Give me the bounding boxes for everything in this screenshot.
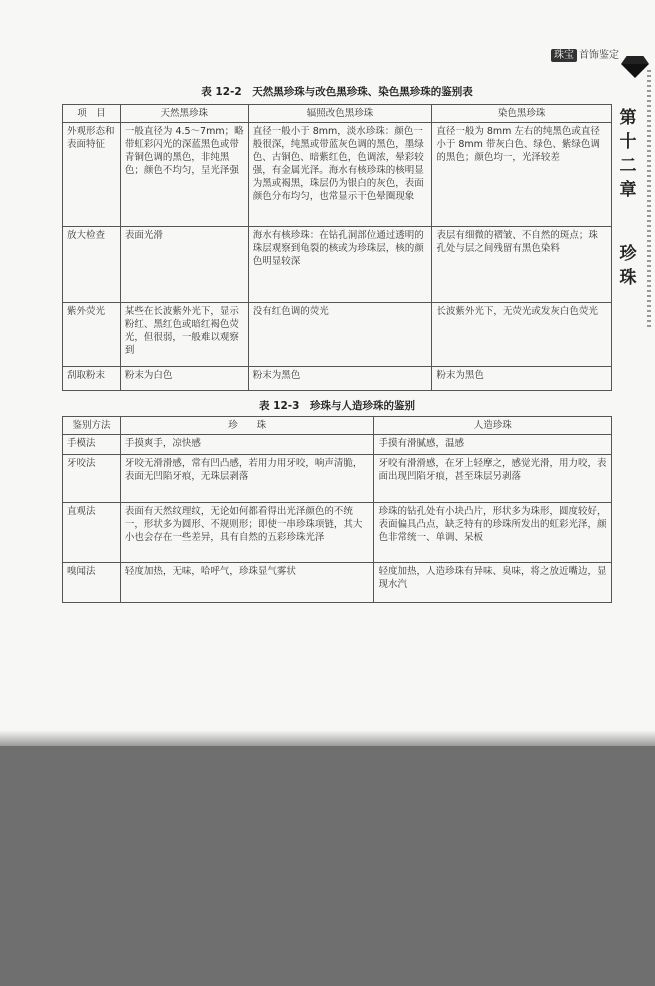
table-cell: 珍珠的钻孔处有小块凸片，形状多为珠形，圆度较好，表面偏具凸点，缺乏特有的珍珠所发出的虹彩光泽，颜色非常统一、单调、呆板 (374, 503, 612, 563)
header-title: 首饰鉴定 (579, 50, 619, 61)
table-header-row (63, 417, 612, 435)
table-cell: 粉末为黑色 (248, 367, 432, 391)
table-cell: 手摸有滑腻感，温感 (374, 435, 612, 455)
side-chapter-title (617, 106, 639, 290)
row-label: 嗅闻法 (63, 563, 121, 603)
chapter-char: 二 (619, 156, 637, 176)
table-row (63, 123, 612, 227)
column-header: 珍 珠 (120, 417, 374, 435)
chapter-char: 十 (619, 132, 637, 152)
table-row (63, 227, 612, 303)
row-label: 刮取粉末 (63, 367, 121, 391)
table2-caption: 表 12-3 珍珠与人造珍珠的鉴别 (259, 400, 415, 412)
running-header (551, 46, 619, 61)
table-cell: 直径一般小于 8mm，淡水珍珠：颜色一般很深，纯黑或带蓝灰色调的黑色，墨绿色、古铜色、暗紫红色，色调浓，晕彩较强，有金属光泽。海水有核珍珠的核明显为黑或褐黑，珠层仍为银白的灰色，表面颜色分布均匀，也常显示干色晕圈现象 (248, 123, 432, 227)
pearl-vs-imitation-table (62, 416, 612, 603)
table-row (63, 435, 612, 455)
table-cell: 没有红色调的荧光 (248, 303, 432, 367)
gem-icon (621, 64, 649, 78)
redacted-area (0, 746, 655, 986)
table-row (63, 303, 612, 367)
row-label: 紫外荧光 (63, 303, 121, 367)
table-cell: 牙咬无滑滑感，常有凹凸感，若用力用牙咬，响声清脆，表面无凹陷牙痕，无珠层剥落 (120, 455, 374, 503)
column-header: 鉴别方法 (63, 417, 121, 435)
table-row (63, 455, 612, 503)
table-row (63, 367, 612, 391)
chapter-char: 珠 (619, 268, 637, 288)
column-header: 染色黑珍珠 (432, 105, 612, 123)
table1-caption: 表 12-2 天然黑珍珠与改色黑珍珠、染色黑珍珠的鉴别表 (201, 86, 473, 98)
column-header: 项 目 (63, 105, 121, 123)
table-cell: 轻度加热，人造珍珠有异味、臭味，将之放近嘴边，显现水汽 (374, 563, 612, 603)
table-cell: 表面有天然纹理纹，无论如何都看得出光泽颜色的不统一，形状多为圆形、不规则形；即使一串珍珠项链，其大小也会存在一些差异，具有自然的五彩珍珠光泽 (120, 503, 374, 563)
row-label: 牙咬法 (63, 455, 121, 503)
column-header: 天然黑珍珠 (120, 105, 248, 123)
column-header: 辐照改色黑珍珠 (248, 105, 432, 123)
row-label: 放大检查 (63, 227, 121, 303)
row-label: 手模法 (63, 435, 121, 455)
table-cell: 牙咬有滑滑感，在牙上轻摩之，感觉光滑，用力咬，表面出现凹陷牙痕，甚至珠层另剥落 (374, 455, 612, 503)
chapter-gap (617, 202, 639, 242)
table-cell: 直径一般为 8mm 左右的纯黑色或直径小于 8mm 带灰白色、绿色、紫绿色调的黑色；颜色均一，光泽较差 (432, 123, 612, 227)
chapter-char: 珍 (619, 244, 637, 264)
column-header: 人造珍珠 (374, 417, 612, 435)
row-label: 直观法 (63, 503, 121, 563)
table-cell: 手摸爽手，凉快感 (120, 435, 374, 455)
row-label: 外观形态和表面特征 (63, 123, 121, 227)
header-tag: 珠宝 (551, 49, 577, 62)
table-cell: 海水有核珍珠：在钻孔洞部位通过透明的珠层观察到龟裂的核或为珍珠层，核的颜色明显较深 (248, 227, 432, 303)
table-cell: 粉末为黑色 (432, 367, 612, 391)
table-cell: 轻度加热，无味，哈呼气，珍珠显气雾状 (120, 563, 374, 603)
table-cell: 一般直径为 4.5～7mm；略带虹彩闪光的深蓝黑色或带青铜色调的黑色，非纯黑色；颜色不均匀，呈光泽强 (120, 123, 248, 227)
table-cell: 长波紫外光下，无荧光或发灰白色荧光 (432, 303, 612, 367)
table-cell: 表层有细微的褶皱、不自然的斑点；珠孔处与层之间残留有黑色染料 (432, 227, 612, 303)
chapter-char: 第 (619, 108, 637, 128)
table-cell: 粉末为白色 (120, 367, 248, 391)
table-cell: 表面光滑 (120, 227, 248, 303)
table-cell: 某些在长波紫外光下，显示粉红、黑红色或暗红褐色荧光，但很弱，一般难以观察到 (120, 303, 248, 367)
pearl-black-comparison-table (62, 104, 612, 391)
gem-icon-top (621, 56, 649, 64)
side-rule (647, 70, 651, 330)
table-row (63, 503, 612, 563)
chapter-char: 章 (619, 180, 637, 200)
table-header-row (63, 105, 612, 123)
table-row (63, 563, 612, 603)
